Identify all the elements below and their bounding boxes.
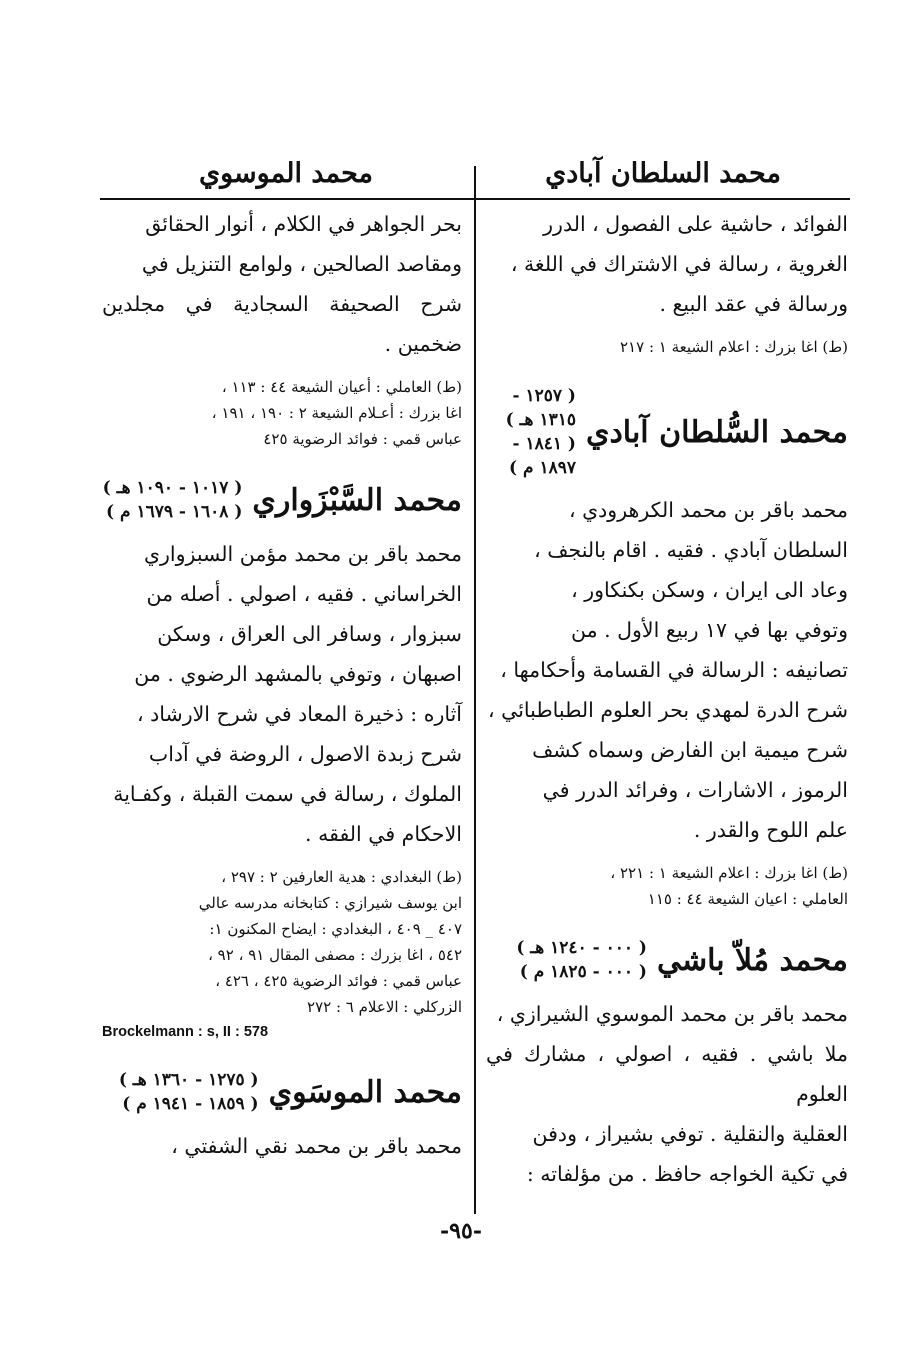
entry-name: محمد مُلاّ باشي <box>656 942 848 978</box>
text-line: الخراساني . فقيه ، اصولي . أصله من <box>146 582 462 606</box>
left-column <box>102 204 462 1166</box>
hijri-dates: ( ١٢٧٥ - ١٣٦٠ هـ ) <box>118 1070 259 1090</box>
reference-line: العاملي : اعيان الشيعة ٤٤ : ١١٥ <box>647 890 848 908</box>
text-line: اصبهان ، وتوفي بالمشهد الرضوي . من <box>134 662 462 686</box>
reference-line: عباس قمي : فوائد الرضوية ٤٢٥ ، ٤٢٦ ، <box>215 972 462 990</box>
reference-line: عباس قمي : فوائد الرضوية ٤٢٥ <box>263 430 462 448</box>
entry-body <box>102 534 462 854</box>
gregorian-dates: ( ١٨٥٩ - ١٩٤١ م ) <box>122 1094 259 1114</box>
entry-heading-sabzawari <box>102 476 462 524</box>
reference-line: ابن يوسف شيرازي : كتابخانه مدرسه عالي <box>198 894 462 912</box>
reference-line: (ط) العاملي : أعيان الشيعة ٤٤ : ١١٣ ، <box>221 378 462 396</box>
text-line: آثاره : ذخيرة المعاد في شرح الارشاد ، <box>137 702 462 726</box>
entry-dates <box>103 476 243 524</box>
entry-heading-musawi <box>102 1068 462 1116</box>
entry-name: محمد السُّلطان آبادي <box>585 414 848 450</box>
text-line: علم اللوح والقدر . <box>693 818 848 842</box>
hijri-dates: ( ١٢٥٧ - ١٣١٥ هـ ) <box>505 386 576 430</box>
right-column <box>486 204 848 1194</box>
latin-reference: Brockelmann : s, II : 578 <box>102 1024 269 1040</box>
continued-text <box>486 204 848 324</box>
entry-name: محمد الموسَوي <box>268 1074 462 1110</box>
entry-body <box>486 490 848 850</box>
entry-name: محمد السَّبْزَواري <box>252 482 462 518</box>
text-line: ملا باشي . فقيه ، اصولي ، مشارك في العلوم <box>486 1042 848 1106</box>
gregorian-dates: ( ١٨٤١ - ١٨٩٧ م ) <box>509 434 576 478</box>
text-line: ورسالة في عقد البيع . <box>659 292 848 316</box>
text-line: الملوك ، رسالة في سمت القبلة ، وكفـاية <box>113 782 462 806</box>
text-line: محمد باقر بن محمد مؤمن السبزواري <box>143 542 462 566</box>
text-line: شرح الصحيفة السجادية في مجلدين ضخمين . <box>102 292 462 356</box>
text-line: شرح ميمية ابن الفارض وسماه كشف <box>532 738 848 762</box>
text-line: وتوفي بها في ١٧ ربيع الأول . من <box>570 618 848 642</box>
hijri-dates: ( ١٠١٧ - ١٠٩٠ هـ ) <box>102 478 243 498</box>
continued-text <box>102 204 462 364</box>
text-line: الرموز ، الاشارات ، وفرائد الدرر في <box>542 778 848 802</box>
text-line: محمد باقر بن محمد الكرهرودي ، <box>569 498 848 522</box>
entry-dates <box>119 1068 259 1116</box>
text-line: السلطان آبادي . فقيه . اقام بالنجف ، <box>534 538 848 562</box>
text-line: محمد باقر بن محمد نقي الشفتي ، <box>171 1134 462 1158</box>
entry-heading-sultanabadi <box>486 384 848 480</box>
entry-body <box>486 994 848 1194</box>
reference-line: اغا بزرك : أعـلام الشيعة ٢ : ١٩٠ ، ١٩١ ، <box>211 404 462 422</box>
column-divider <box>474 166 476 1214</box>
entry-dates <box>516 936 647 984</box>
text-line: تصانيفه : الرسالة في القسامة وأحكامها ، <box>500 658 848 682</box>
entry-dates <box>486 384 576 480</box>
text-line: الغروية ، رسالة في الاشتراك في اللغة ، <box>510 252 848 276</box>
reference-line: (ط) اغا بزرك : اعلام الشيعة ١ : ٢٢١ ، <box>610 864 848 882</box>
reference-line: الزركلي : الاعلام ٦ : ٢٧٢ <box>307 998 462 1016</box>
text-line: شرح زبدة الاصول ، الروضة في آداب <box>148 742 462 766</box>
text-line: العقلية والنقلية . توفي بشيراز ، ودفن <box>532 1122 848 1146</box>
running-head-left: محمد الموسوي <box>198 157 374 189</box>
page-number: -٩٥- <box>440 1218 482 1244</box>
reference-line: (ط) البغدادي : هدية العارفين ٢ : ٢٩٧ ، <box>221 868 462 886</box>
text-line: سبزوار ، وسافر الى العراق ، وسكن <box>157 622 462 646</box>
text-line: وعاد الى ايران ، وسكن بكنكاور ، <box>571 578 848 602</box>
text-line: شرح الدرة لمهدي بحر العلوم الطباطبائي ، <box>487 698 848 722</box>
text-line: ومقاصد الصالحين ، ولوامع التنزيل في <box>141 252 462 276</box>
hijri-dates: ( ٠٠٠ - ١٢٤٠ هـ ) <box>516 938 647 958</box>
running-head-right: محمد السلطان آبادي <box>545 157 781 189</box>
entry-heading-mulla-bashi <box>486 936 848 984</box>
reference-line: (ط) اغا بزرك : اعلام الشيعة ١ : ٢١٧ <box>620 338 848 356</box>
text-line: الفوائد ، حاشية على الفصول ، الدرر <box>543 212 848 236</box>
text-line: الاحكام في الفقه . <box>305 822 462 846</box>
text-line: في تكية الخواجه حافظ . من مؤلفاته : <box>526 1162 848 1186</box>
reference-line: ٤٠٧ _ ٤٠٩ ، البغدادي : ايضاح المكنون ١: <box>209 920 462 938</box>
text-line: محمد باقر بن محمد الموسوي الشيرازي ، <box>496 1002 848 1026</box>
gregorian-dates: ( ٠٠٠ - ١٨٢٥ م ) <box>519 962 647 982</box>
gregorian-dates: ( ١٦٠٨ - ١٦٧٩ م ) <box>106 502 243 522</box>
entry-body <box>102 1126 462 1166</box>
text-line: بحر الجواهر في الكلام ، أنوار الحقائق <box>145 212 462 236</box>
reference-line: ٥٤٢ ، اغا بزرك : مصفى المقال ٩١ ، ٩٢ ، <box>208 946 462 964</box>
